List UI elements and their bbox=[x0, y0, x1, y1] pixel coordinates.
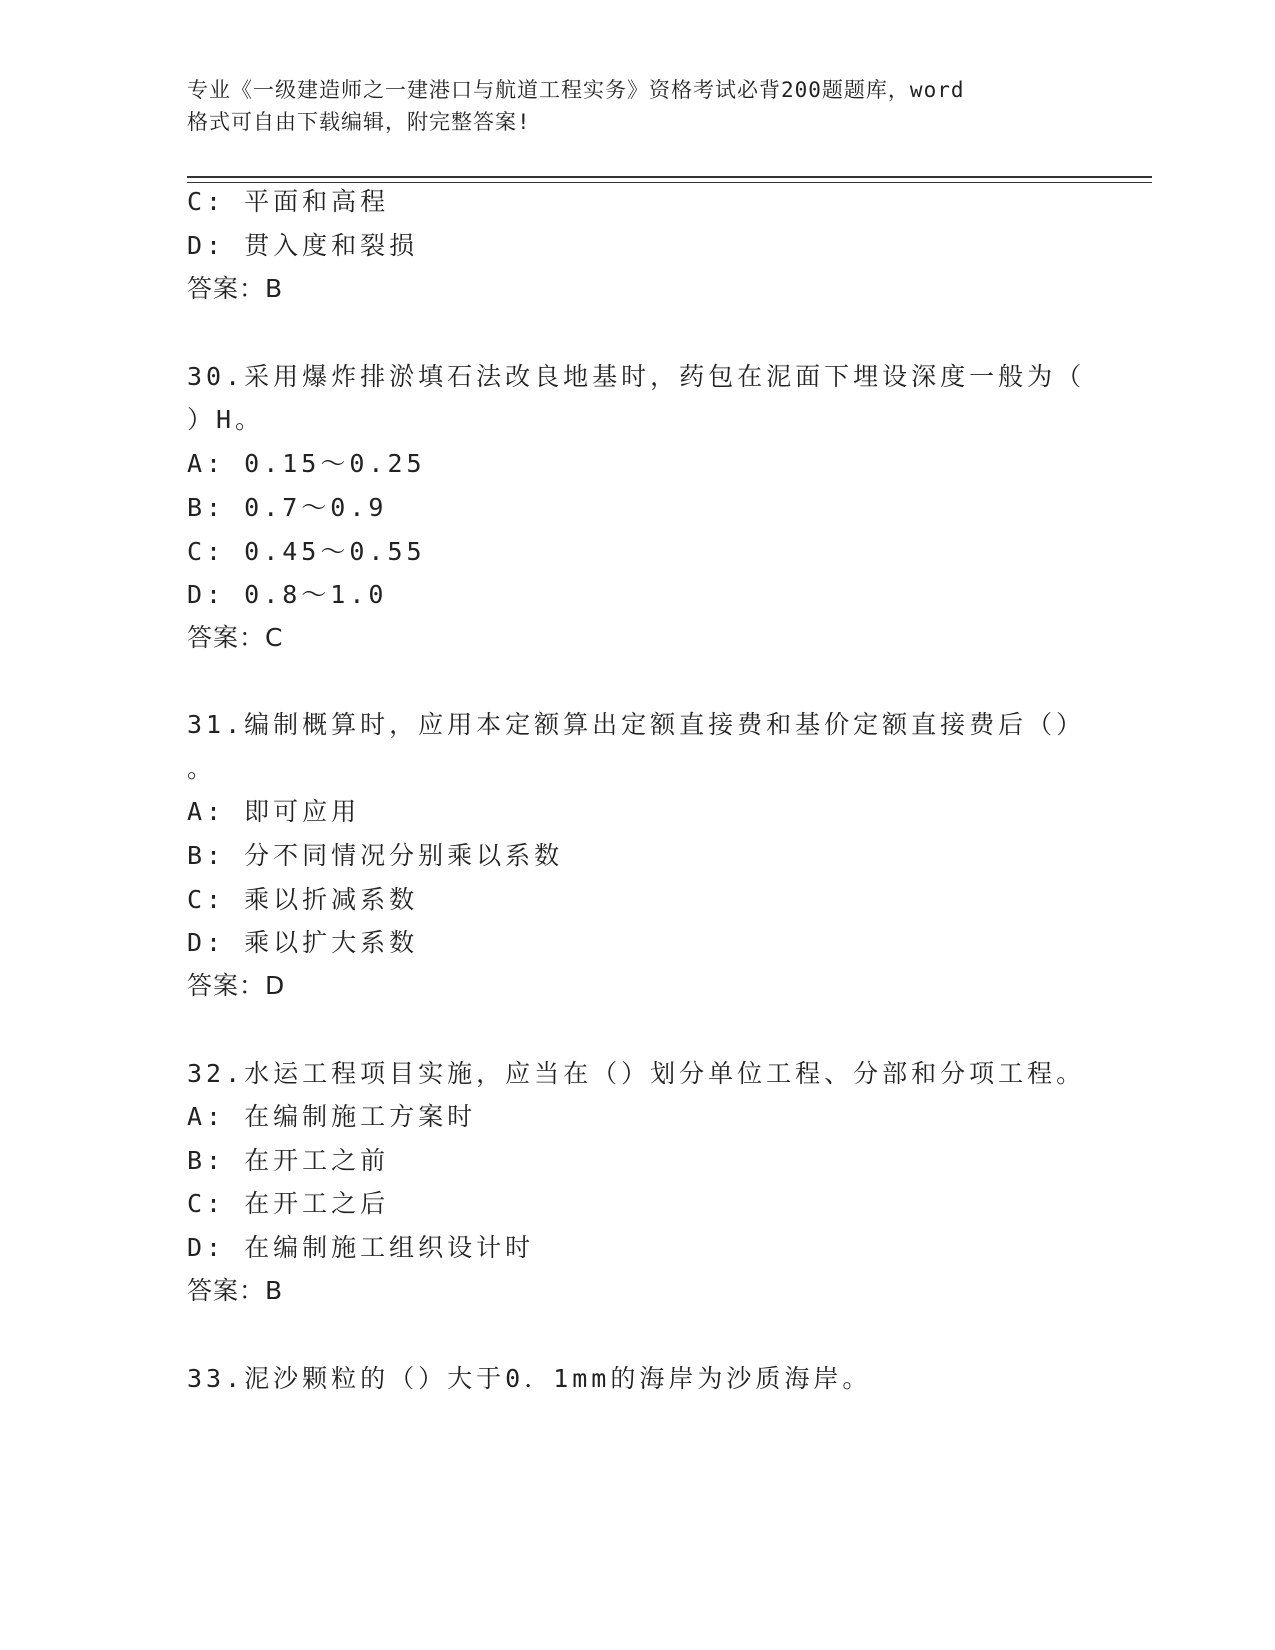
document-header bbox=[187, 74, 1087, 138]
q32-stem-line-1: 32.水运工程项目实施，应当在（）划分单位工程、分部和分项工程。 bbox=[187, 1059, 1086, 1088]
q29-option-d: D: 贯入度和裂损 bbox=[187, 231, 419, 260]
q32-option-d: D: 在编制施工组织设计时 bbox=[187, 1233, 535, 1262]
q31-answer: 答案：D bbox=[187, 971, 286, 1000]
q30-answer: 答案：C bbox=[187, 623, 284, 652]
q29-answer: 答案：B bbox=[187, 274, 284, 303]
header-line-1: 专业《一级建造师之一建港口与航道工程实务》资格考试必背200题题库，word bbox=[187, 78, 965, 102]
q29-option-c: C: 平面和高程 bbox=[187, 187, 390, 216]
q31-option-d: D: 乘以扩大系数 bbox=[187, 928, 419, 957]
q32-option-a: A: 在编制施工方案时 bbox=[187, 1102, 477, 1131]
q32-answer: 答案：B bbox=[187, 1276, 284, 1305]
q32-option-c: C: 在开工之后 bbox=[187, 1189, 390, 1218]
q30-option-d: D: 0.8～1.0 bbox=[187, 580, 388, 609]
q32-option-b: B: 在开工之前 bbox=[187, 1146, 390, 1175]
q31-option-b: B: 分不同情况分别乘以系数 bbox=[187, 841, 564, 870]
q31-option-c: C: 乘以折减系数 bbox=[187, 885, 419, 914]
q30-option-a: A: 0.15～0.25 bbox=[187, 449, 426, 478]
q30-stem-line-1: 30.采用爆炸排淤填石法改良地基时，药包在泥面下埋设深度一般为（ bbox=[187, 362, 1086, 391]
q31-stem-line-2: 。 bbox=[187, 754, 217, 783]
q31-option-a: A: 即可应用 bbox=[187, 797, 361, 826]
q30-option-b: B: 0.7～0.9 bbox=[187, 493, 388, 522]
q33-stem-line-1: 33.泥沙颗粒的（）大于0．1mm的海岸为沙质海岸。 bbox=[187, 1364, 872, 1393]
header-divider-thick bbox=[187, 176, 1152, 178]
q30-stem-line-2: ）H。 bbox=[187, 405, 265, 434]
q31-stem-line-1: 31.编制概算时，应用本定额算出定额直接费和基价定额直接费后（） bbox=[187, 710, 1086, 739]
header-divider-thin bbox=[187, 182, 1152, 183]
q30-option-c: C: 0.45～0.55 bbox=[187, 537, 426, 566]
header-line-2: 格式可自由下载编辑，附完整答案! bbox=[187, 110, 531, 134]
